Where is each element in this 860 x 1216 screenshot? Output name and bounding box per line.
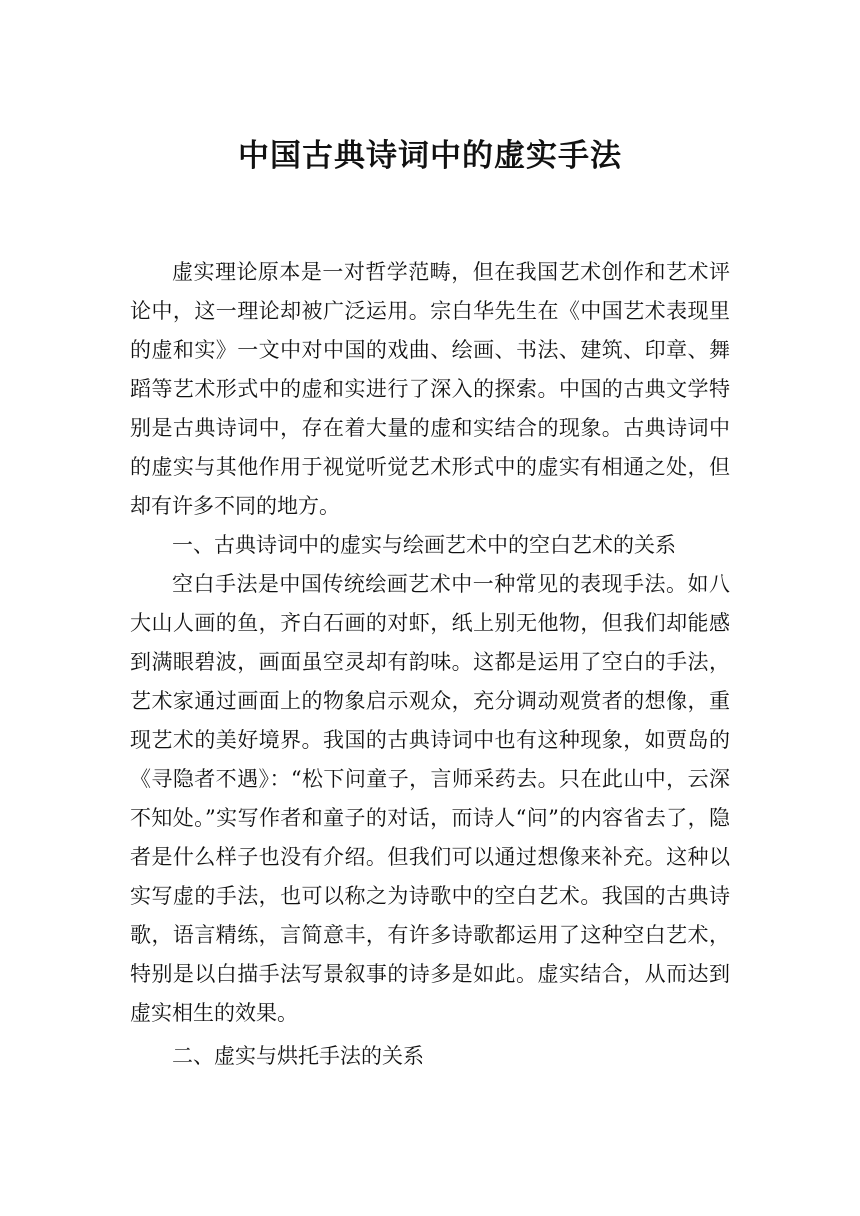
document-title: 中国古典诗词中的虚实手法 xyxy=(238,138,622,174)
section-heading-1: 一、古典诗词中的虚实与绘画艺术中的空白艺术的关系 xyxy=(172,533,676,557)
section-heading-2: 二、虚实与烘托手法的关系 xyxy=(172,1044,424,1068)
document-body xyxy=(130,253,730,1076)
section-1-paragraph: 空白手法是中国传统绘画艺术中一种常见的表现手法。如八大山人画的鱼，齐白石画的对虾，纸上别无他物，但我们却能感到满眼碧波，画面虽空灵却有韵味。这都是运用了空白的手法，艺术家通过画面上的物象启示观众，充分调动观赏者的想像，重现艺术的美好境界。我国的古典诗词中也有这种现象，如贾岛的《寻隐者不遇》：“松下问童子，言师采药去。只在此山中，云深不知处。”实写作者和童子的对话，而诗人“问”的内容省去了，隐者是什么样子也没有介绍。但我们可以通过想像来补充。这种以实写虚的手法，也可以称之为诗歌中的空白艺术。我国的古典诗歌，语言精练，言简意丰，有许多诗歌都运用了这种空白艺术，特别是以白描手法写景叙事的诗多是如此。虚实结合，从而达到虚实相生的效果。 xyxy=(130,572,730,1025)
intro-paragraph: 虚实理论原本是一对哲学范畴，但在我国艺术创作和艺术评论中，这一理论却被广泛运用。宗白华先生在《中国艺术表现里的虚和实》一文中对中国的戏曲、绘画、书法、建筑、印章、舞蹈等艺术形式中的虚和实进行了深入的探索。中国的古典文学特别是古典诗词中，存在着大量的虚和实结合的现象。古典诗词中的虚实与其他作用于视觉听觉艺术形式中的虚实有相通之处，但却有许多不同的地方。 xyxy=(130,260,730,518)
